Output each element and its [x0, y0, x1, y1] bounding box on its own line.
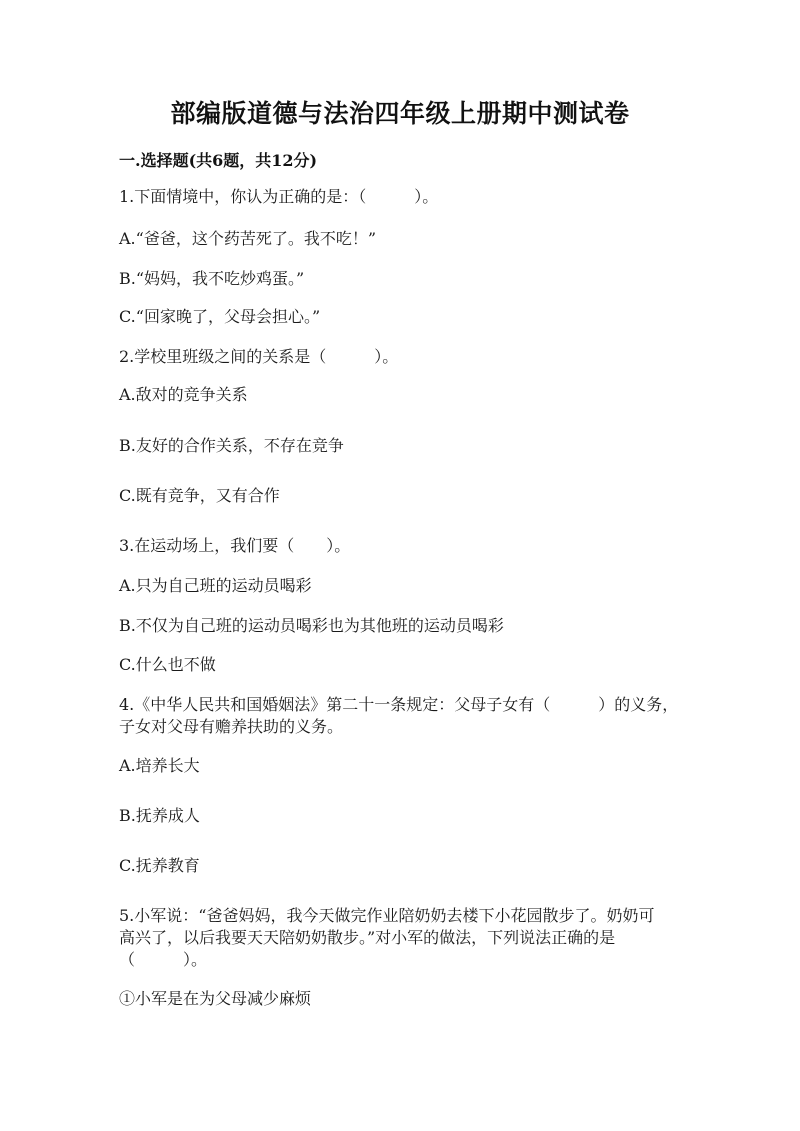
question-2-option-a: A.敌对的竞争关系 — [119, 385, 248, 404]
question-2-stem: 2.学校里班级之间的关系是（ ）。 — [119, 347, 399, 366]
question-1-option-a: A.“爸爸，这个药苦死了。我不吃！” — [119, 229, 377, 248]
question-3-option-a: A.只为自己班的运动员喝彩 — [119, 576, 312, 595]
question-3-stem: 3.在运动场上，我们要（ ）。 — [119, 536, 351, 555]
question-1-stem: 1.下面情境中，你认为正确的是：（ ）。 — [119, 187, 439, 206]
question-5-option-1: ①小军是在为父母减少麻烦 — [119, 989, 312, 1008]
question-4-stem-line-1: 4.《中华人民共和国婚姻法》第二十一条规定：父母子女有（ ）的义务， — [119, 695, 679, 714]
page-title: 部编版道德与法治四年级上册期中测试卷 — [170, 99, 630, 128]
question-5-stem-line-1: 5.小军说：“爸爸妈妈，我今天做完作业陪奶奶去楼下小花园散步了。奶奶可 — [119, 906, 655, 925]
question-4-stem-line-2: 子女对父母有赡养扶助的义务。 — [119, 717, 344, 736]
question-4-option-a: A.培养长大 — [119, 756, 200, 775]
section-heading: 一.选择题(共6题，共12分) — [119, 151, 318, 170]
question-5-stem-line-2: 高兴了，以后我要天天陪奶奶散步。”对小军的做法，下列说法正确的是 — [119, 928, 616, 947]
question-2-option-c: C.既有竞争，又有合作 — [119, 486, 280, 505]
question-4-option-b: B.抚养成人 — [119, 806, 200, 825]
question-1-option-b: B.“妈妈，我不吃炒鸡蛋。” — [119, 269, 305, 288]
question-1-option-c: C.“回家晚了，父母会担心。” — [119, 307, 321, 326]
question-5-stem-line-3: （ ）。 — [119, 950, 208, 969]
question-3-option-b: B.不仅为自己班的运动员喝彩也为其他班的运动员喝彩 — [119, 616, 504, 635]
question-4-option-c: C.抚养教育 — [119, 856, 200, 875]
question-3-option-c: C.什么也不做 — [119, 655, 216, 674]
question-2-option-b: B.友好的合作关系，不存在竞争 — [119, 436, 344, 455]
